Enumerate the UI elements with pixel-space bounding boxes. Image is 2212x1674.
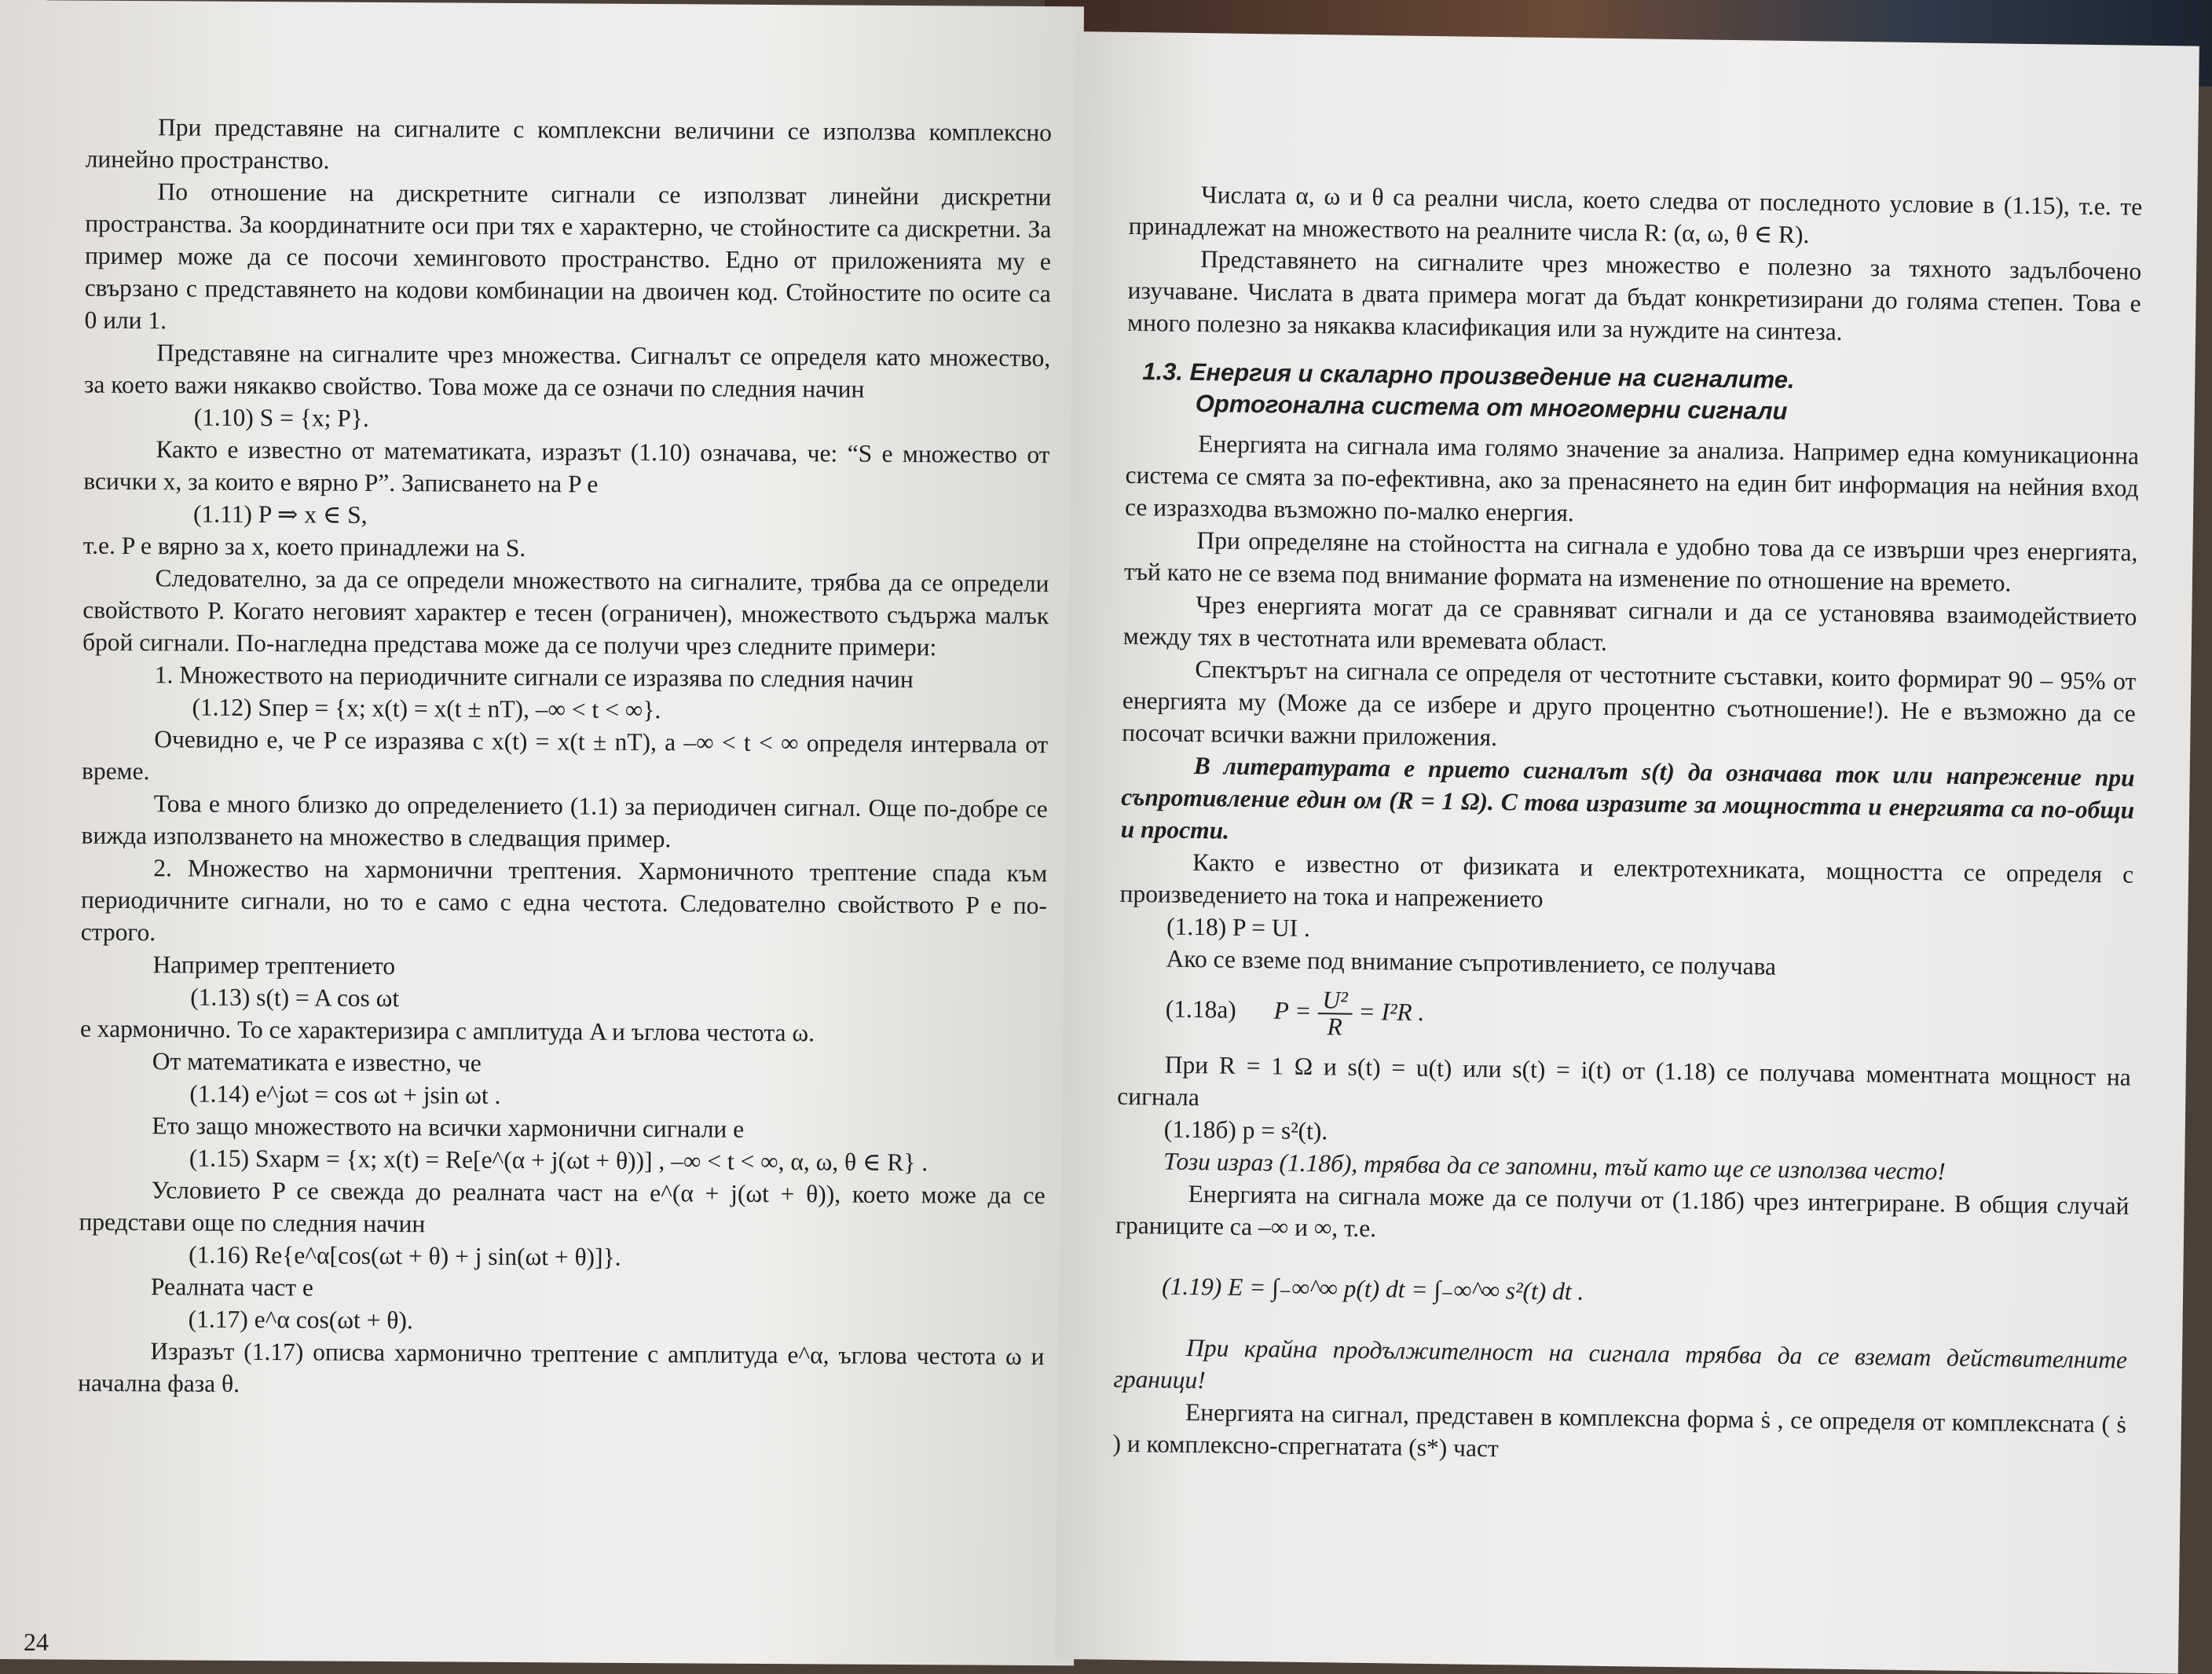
- fraction-denominator: R: [1327, 1013, 1342, 1041]
- paragraph: Енергията на сигнала може да се получи от (1.18б) чрез интегриране. В общия случай границите са –∞ и ∞, т.е.: [1115, 1179, 2130, 1243]
- equation-1-14: (1.14) e^jωt = cos ωt + jsin ωt .: [189, 1079, 501, 1109]
- paragraph: Както е известно от математиката, изразът (1.10) означава, че: “S е множество от всички x, за които е вярно P”. Записването на P е: [83, 435, 1050, 498]
- paragraph: Както е известно от физиката и електротехниката, мощността се определя с произведението на тока и напрежението: [1119, 848, 2134, 913]
- equation-1-13: (1.13) s(t) = A cos ωt: [190, 983, 400, 1013]
- equation-lhs: P =: [1273, 996, 1312, 1025]
- equation-1-16: (1.16) Re{e^α[cos(ωt + θ) + j sin(ωt + θ)]}.: [189, 1240, 621, 1271]
- equation-1-18a: [1118, 985, 2132, 1050]
- paragraph: Това е много близко до определението (1.1) за периодичен сигнал. Още по-добре се вижда използването на множество в следващия пример.: [81, 789, 1048, 853]
- left-page: [0, 0, 1084, 1665]
- list-item: 2. Множество на хармонични трептения. Хармоничното трептение спада към периодичните сигнали, но то е само с една честота. Следователно свойството P е по-строго.: [80, 854, 1048, 947]
- section-heading-line1: 1.3. Енергия и скаларно произведение на сигналите.: [1142, 357, 1795, 394]
- paragraph: Енергията на сигнала има голямо значение за анализа. Например една комуникационна система се смята за по-ефективна, ако за пренасянето на един бит информация на нейния вход се изразходва възможно по-малко енергия.: [1124, 430, 2140, 527]
- section-heading: [1142, 356, 2141, 432]
- paragraph: Следователно, за да се определи множеството на сигналите, трябва да се определи свойството P. Когато неговият характер е тесен (ограничен), множеството съдържа малък брой сигнали. По-нагледна представа може да се получи чрез следните примери:: [82, 564, 1049, 661]
- equation-1-18: (1.18) P = UI .: [1166, 912, 1311, 942]
- fraction-numerator: U²: [1317, 987, 1353, 1015]
- equation-1-15: (1.15) Sхарм = {x; x(t) = Re[e^(α + j(ωt + θ))] , –∞ < t < ∞, α, ω, θ ∈ R} .: [189, 1144, 928, 1177]
- right-page: [1055, 31, 2199, 1674]
- equation-1-18b: (1.18б) p = s²(t).: [1163, 1115, 1328, 1145]
- equation-1-12: (1.12) Sпер = {x; x(t) = x(t ± nT), –∞ < t < ∞}.: [192, 693, 661, 724]
- paragraph: Изразът (1.17) описва хармонично трептение с амплитуда e^α, ъглова честота ω и начална фаза θ.: [78, 1337, 1045, 1397]
- paragraph: т.е. P е вярно за x, което принадлежи на S.: [82, 531, 526, 562]
- paragraph: е хармонично. То се характеризира с амплитуда A и ъглова честота ω.: [79, 1014, 815, 1047]
- fraction: [1317, 987, 1353, 1040]
- left-page-text: [78, 111, 1052, 1405]
- paragraph: По отношение на дискретните сигнали се използват линейни дискретни пространства. За координатните оси при тях е характерно, че стойностите са дискретни. За пример може да се посочи хеминговото пространство. Едно от приложенията му е свързано с представянето на кодови комбинации на двоичен код. Стойностите по осите са 0 или 1.: [84, 178, 1052, 335]
- equation-1-17: (1.17) e^α cos(ωt + θ).: [188, 1305, 413, 1335]
- equation-1-10: (1.10) S = {x; P}.: [193, 403, 369, 432]
- paragraph: Представянето на сигналите чрез множество е полезно за тяхното задълбочено изучаване. Числата в двата примера могат да бъдат конкретизирани до голяма степен. Това е много полезно за някаква класификация или за нуждите на синтеза.: [1126, 245, 2142, 346]
- paragraph: При представяне на сигналите с комплексни величини се използва комплексно линейно пространство.: [85, 113, 1053, 174]
- right-page-text: [1112, 178, 2142, 1473]
- paragraph: При R = 1 Ω и s(t) = u(t) или s(t) = i(t) от (1.18) се получава моментната мощност на сигнала: [1117, 1050, 2131, 1112]
- paragraph: Чрез енергията могат да се сравняват сигнали и да се установява взаимодействието между тях в честотната или времевата област.: [1122, 591, 2137, 656]
- equation-rhs: = I²R .: [1358, 998, 1425, 1027]
- paragraph-emphasis: В литературата е прието сигналът s(t) да означава ток или напрежение при съпротивление един ом (R = 1 Ω). С това изразите за мощността и енергията са по-общи и прости.: [1120, 752, 2135, 844]
- paragraph: При определяне на стойността на сигнала е удобно това да се извърши чрез енергията, тъй като не се взема под внимание формата на изменение по отношение на времето.: [1123, 526, 2138, 597]
- paragraph: От математиката е известно, че: [152, 1047, 482, 1077]
- paragraph: Енергията на сигнал, представен в комплексна форма ṡ , се определя от комплексната ( ṡ ) и комплексно-спрегнатата (s*) част: [1112, 1397, 2127, 1463]
- paragraph: Спектърът на сигнала се определя от честотните съставки, които формират 90 – 95% от енергията му (Може да се избере и друго процентно съотношение!). Не е възможно да се посочат всички важни приложения.: [1122, 655, 2137, 752]
- paragraph: Реалната част е: [150, 1273, 314, 1302]
- paragraph: Числата α, ω и θ са реални числа, което следва от последното условие в (1.15), т.е. те принадлежат на множеството на реалните числа R: (α, ω, θ ∈ R).: [1128, 181, 2143, 249]
- paragraph-italic: При крайна продължителност на сигнала трябва да се вземат действителните граници!: [1113, 1333, 2128, 1394]
- equation-number: (1.18а): [1165, 995, 1237, 1024]
- paragraph: Например трептението: [152, 951, 396, 980]
- paragraph: Ето защо множеството на всички хармонични сигнали е: [152, 1112, 745, 1143]
- paragraph: Представяне на сигналите чрез множества. Сигналът се определя като множество, за което важи някакво свойство. Това може да се означи по следния начин: [83, 339, 1051, 403]
- section-heading-line2: Ортогонална система от многомерни сигнали: [1195, 390, 1788, 425]
- equation-1-19: (1.19) E = ∫₋∞^∞ p(t) dt = ∫₋∞^∞ s²(t) dt .: [1161, 1272, 1584, 1306]
- page-number: 24: [24, 1628, 49, 1656]
- equation-1-11: (1.11) P ⇒ x ∈ S,: [192, 500, 368, 529]
- paragraph: Очевидно е, че P се изразява с x(t) = x(t ± nT), а –∞ < t < ∞ определя интервала от време.: [81, 725, 1049, 786]
- paragraph: Условието P се свежда до реалната част на e^(α + j(ωt + θ)), което може да се представи още по следния начин: [79, 1176, 1046, 1238]
- paragraph-italic: Този израз (1.18б), трябва да се запомни, тъй като ще се използва често!: [1163, 1147, 1946, 1185]
- paragraph: Ако се вземе под внимание съпротивлението, се получава: [1166, 944, 1777, 980]
- list-item: 1. Множеството на периодичните сигнали се изразява по следния начин: [154, 661, 914, 694]
